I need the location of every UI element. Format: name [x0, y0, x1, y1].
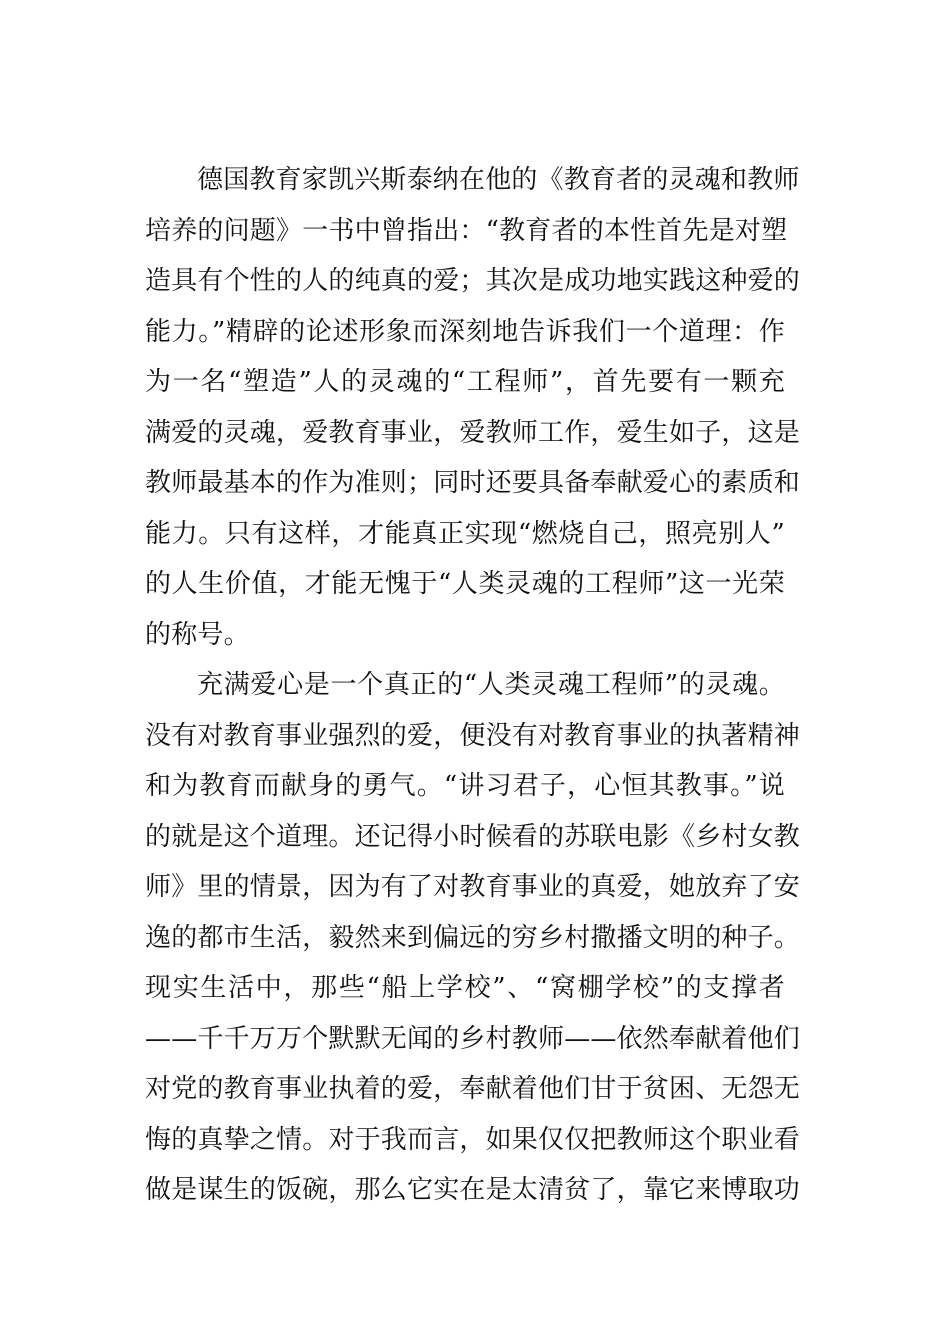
text-line: 德国教育家凯兴斯泰纳在他的《教育者的灵魂和教师 — [197, 165, 800, 195]
text-line: 能力。只有这样，才能真正实现“燃烧自己，照亮别人” — [145, 518, 785, 549]
text-line: 逸的都市生活，毅然来到偏远的穷乡村撒播文明的种子。 — [145, 922, 801, 953]
text-line: 现实生活中，那些“船上学校”、“窝棚学校”的支撑者 — [145, 973, 785, 1003]
document-page — [145, 155, 801, 1216]
text-line: ——千千万万个默默无闻的乡村教师——依然奉献着他们 — [145, 1023, 801, 1054]
text-line: 师》里的情景，因为有了对教育事业的真爱，她放弃了安 — [145, 872, 801, 902]
text-line: 为一名“塑造”人的灵魂的“工程师”，首先要有一颗充 — [145, 367, 785, 397]
text-line: 的就是这个道理。还记得小时候看的苏联电影《乡村女教 — [145, 821, 801, 852]
text-line: 做是谋生的饭碗，那么它实在是太清贫了，靠它来博取功 — [145, 1175, 801, 1205]
text-line: 满爱的灵魂，爱教育事业，爱教师工作，爱生如子，这是 — [145, 417, 801, 448]
paragraph-1 — [145, 155, 801, 660]
text-line: 能力。”精辟的论述形象而深刻地告诉我们一个道理：作 — [145, 316, 785, 347]
text-line: 悔的真挚之情。对于我而言，如果仅仅把教师这个职业看 — [145, 1124, 801, 1155]
paragraph-2 — [145, 660, 801, 1216]
text-line: 充满爱心是一个真正的“人类灵魂工程师”的灵魂。 — [197, 670, 785, 700]
text-line: 和为教育而献身的勇气。“讲习君子，心恒其教事。”说 — [145, 771, 785, 801]
text-line: 没有对教育事业强烈的爱，便没有对教育事业的执著精神 — [145, 720, 801, 751]
text-line: 对党的教育事业执着的爱，奉献着他们甘于贫困、无怨无 — [145, 1074, 801, 1104]
text-line: 培养的问题》一书中曾指出：“教育者的本性首先是对塑 — [145, 215, 788, 246]
text-line: 教师最基本的作为准则；同时还要具备奉献爱心的素质和 — [145, 468, 801, 498]
text-line: 的称号。 — [145, 619, 250, 650]
text-line: 造具有个性的人的纯真的爱；其次是成功地实践这种爱的 — [145, 266, 801, 296]
text-line: 的人生价值，才能无愧于“人类灵魂的工程师”这一光荣 — [145, 569, 785, 599]
